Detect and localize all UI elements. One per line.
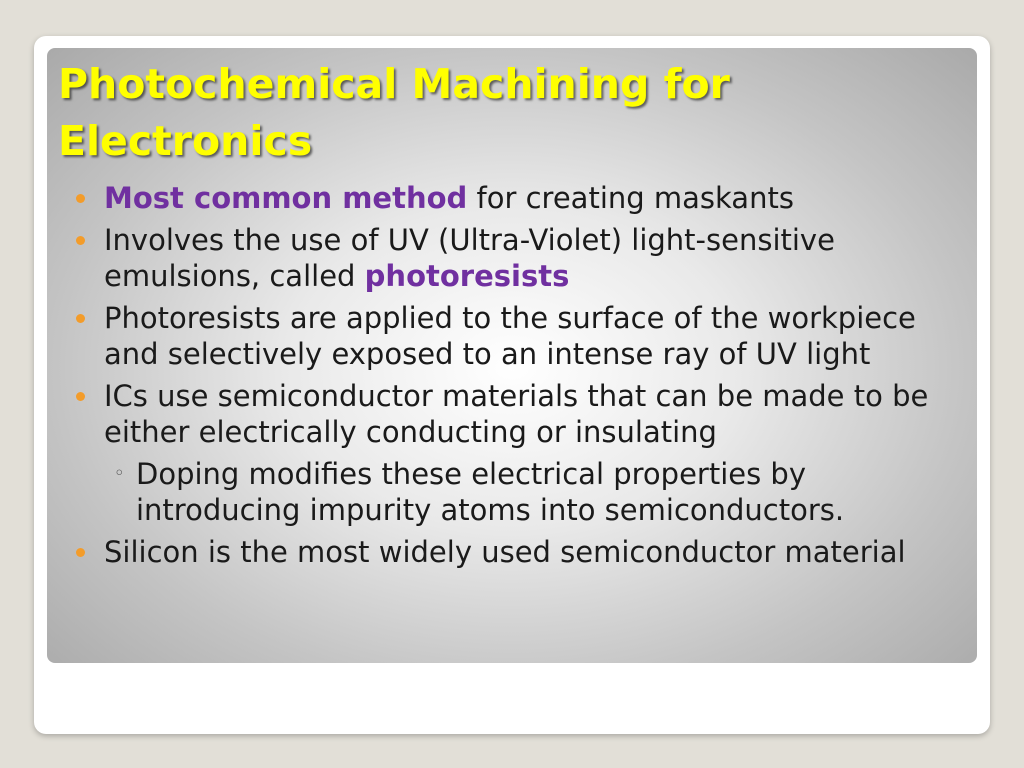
sub-bullet-text: Doping modifies these electrical properties by introducing impurity atoms into semiconductors. — [136, 457, 845, 527]
bullet-dot-icon — [76, 194, 85, 203]
bullet-dot-icon — [76, 236, 85, 245]
emphasis-text: Most common method — [104, 181, 468, 215]
bullet-text: Photoresists are applied to the surface of the workpiece and selectively exposed to an intense ray of UV light — [104, 301, 916, 371]
bullet-item — [70, 378, 970, 450]
bullet-text: Involves the use of UV (Ultra-Violet) light-sensitive emulsions, called — [104, 223, 835, 293]
bullet-text: Silicon is the most widely used semiconductor material — [104, 535, 906, 569]
bullet-text: for creating maskants — [467, 181, 794, 215]
bullet-dot-icon — [76, 392, 85, 401]
bullet-text: ICs use semiconductor materials that can be made to be either electrically conducting or insulating — [104, 379, 929, 449]
bullet-item — [70, 300, 970, 372]
sub-bullet-item — [70, 456, 970, 528]
emphasis-text: photoresists — [364, 259, 570, 293]
bullet-dot-icon — [76, 314, 85, 323]
bullet-item — [70, 180, 970, 216]
bullet-list — [70, 180, 970, 576]
bullet-item — [70, 222, 970, 294]
bullet-item — [70, 534, 970, 570]
bullet-dot-icon — [76, 548, 85, 557]
ring-bullet-icon: ◦ — [114, 463, 125, 484]
slide-title: Photochemical Machining for Electronics — [58, 60, 730, 165]
